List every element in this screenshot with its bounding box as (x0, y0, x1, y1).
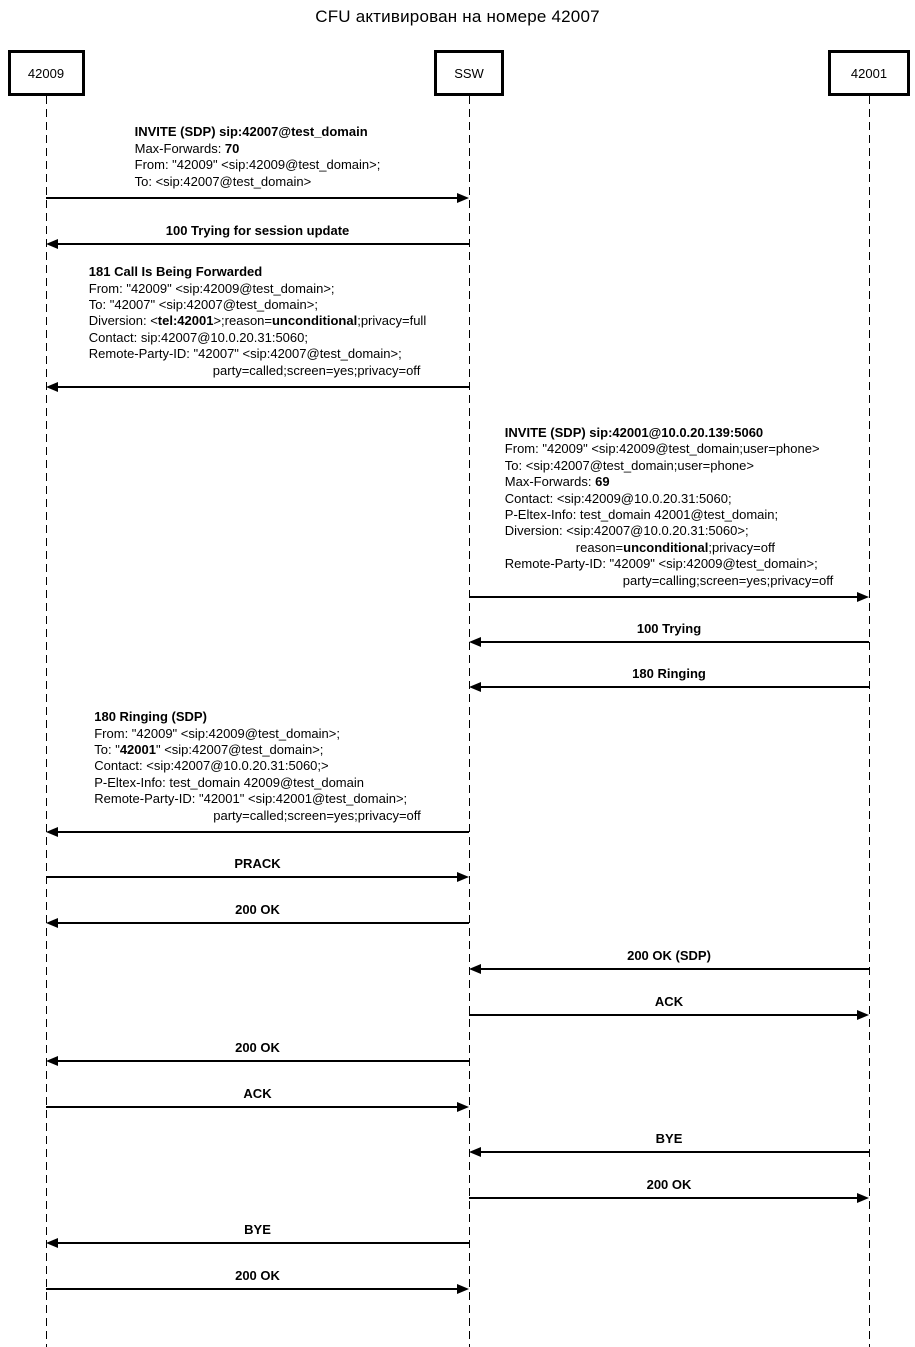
actor-label: 42009 (27, 65, 65, 81)
message-label-line: Max-Forwards: 70 (134, 140, 240, 156)
message-line (58, 922, 469, 923)
message-line (58, 1060, 469, 1061)
message-label-line: party=called;screen=yes;privacy=off (212, 362, 421, 378)
actor-box-42001 (828, 50, 910, 96)
message-label-line: Contact: <sip:42009@10.0.20.31:5060; (504, 490, 732, 506)
arrowhead-icon (457, 872, 469, 882)
message-label: BYE (655, 1131, 683, 1146)
message-label: 100 Trying (636, 621, 702, 636)
message-label: ACK (243, 1086, 272, 1101)
arrowhead-icon (46, 239, 58, 249)
arrowhead-icon (46, 1056, 58, 1066)
message-label-line: Diversion: <sip:42007@10.0.20.31:5060>; (504, 523, 749, 539)
message-label-line: From: "42009" <sip:42009@test_domain>; (94, 725, 340, 741)
message-label: 200 OK (235, 1040, 280, 1055)
message-label-line: To: <sip:42007@test_domain;user=phone> (504, 457, 754, 473)
message-line (46, 876, 457, 877)
message-line (481, 686, 869, 687)
message-label-line: P-Eltex-Info: test_domain 42009@test_domain (94, 774, 364, 790)
arrowhead-icon (469, 964, 481, 974)
message-label: BYE (244, 1222, 271, 1237)
arrowhead-icon (469, 637, 481, 647)
arrowhead-icon (469, 1147, 481, 1157)
arrowhead-icon (46, 382, 58, 392)
message-line (481, 968, 869, 969)
message-label-line: reason=unconditional;privacy=off (575, 539, 775, 555)
message-label (505, 425, 833, 589)
lifeline-42009 (46, 96, 47, 1347)
lifeline-42001 (869, 96, 870, 1347)
message-label: 200 OK (235, 1268, 280, 1283)
message-label-line: From: "42009" <sip:42009@test_domain;user=phone> (504, 441, 820, 457)
arrowhead-icon (457, 1284, 469, 1294)
message-label-line: Remote-Party-ID: "42009" <sip:42009@test_domain>; (504, 556, 818, 572)
arrowhead-icon (469, 682, 481, 692)
message-line (469, 1197, 857, 1198)
message-label: 180 Ringing (632, 666, 706, 681)
message-label: PRACK (234, 856, 281, 871)
message-label-line: party=called;screen=yes;privacy=off (213, 807, 421, 823)
actor-box-SSW (434, 50, 504, 96)
message-line (469, 596, 857, 597)
arrowhead-icon (457, 1102, 469, 1112)
message-line (481, 641, 869, 642)
message-label-line: 180 Ringing (SDP) (94, 709, 207, 725)
message-line (58, 831, 469, 832)
message-label-line: INVITE (SDP) sip:42001@10.0.20.139:5060 (504, 425, 764, 440)
actor-label: 42001 (850, 65, 888, 81)
message-label-line: INVITE (SDP) sip:42007@test_domain (134, 124, 368, 140)
message-label-line: To: "42001" <sip:42007@test_domain>; (94, 741, 324, 757)
message-label-line: From: "42009" <sip:42009@test_domain>; (134, 157, 381, 173)
message-line (58, 1242, 469, 1243)
message-line (469, 1014, 857, 1015)
message-label-line: To: "42007" <sip:42007@test_domain>; (88, 296, 318, 312)
arrowhead-icon (46, 918, 58, 928)
arrowhead-icon (857, 592, 869, 602)
message-label: ACK (654, 994, 684, 1009)
message-label (94, 709, 421, 824)
message-label-line: 181 Call Is Being Forwarded (88, 264, 263, 280)
arrowhead-icon (857, 1193, 869, 1203)
arrowhead-icon (857, 1010, 869, 1020)
message-label: 100 Trying for session update (165, 223, 350, 238)
message-line (46, 197, 457, 198)
lifeline-SSW (469, 96, 470, 1347)
message-label (89, 264, 426, 379)
message-label-line: To: <sip:42007@test_domain> (134, 173, 312, 189)
arrowhead-icon (46, 827, 58, 837)
message-label-line: From: "42009" <sip:42009@test_domain>; (88, 280, 335, 296)
message-line (46, 1106, 457, 1107)
message-label-line: Max-Forwards: 69 (504, 474, 610, 490)
message-label: 200 OK (235, 902, 280, 917)
message-label-line: Remote-Party-ID: "42001" <sip:42001@test_domain>; (94, 791, 408, 807)
message-label-line: party=calling;screen=yes;privacy=off (622, 572, 834, 588)
message-label-line: Contact: <sip:42007@10.0.20.31:5060;> (94, 758, 329, 774)
message-line (46, 1288, 457, 1289)
arrowhead-icon (46, 1238, 58, 1248)
diagram-title: CFU активирован на номере 42007 (315, 7, 600, 26)
actor-box-42009 (8, 50, 85, 96)
message-label-line: Contact: sip:42007@10.0.20.31:5060; (88, 329, 308, 345)
message-label (135, 124, 381, 190)
arrowhead-icon (457, 193, 469, 203)
actor-label: SSW (454, 65, 484, 81)
message-label-line: Remote-Party-ID: "42007" <sip:42007@test_domain>; (88, 346, 402, 362)
message-line (481, 1151, 869, 1152)
message-line (58, 386, 469, 387)
message-line (58, 243, 469, 244)
message-label: 200 OK (646, 1177, 692, 1192)
message-label: 200 OK (SDP) (627, 948, 711, 963)
message-label-line: Diversion: <tel:42001>;reason=unconditional;privacy=full (88, 313, 427, 329)
message-label-line: P-Eltex-Info: test_domain 42001@test_domain; (504, 506, 779, 522)
